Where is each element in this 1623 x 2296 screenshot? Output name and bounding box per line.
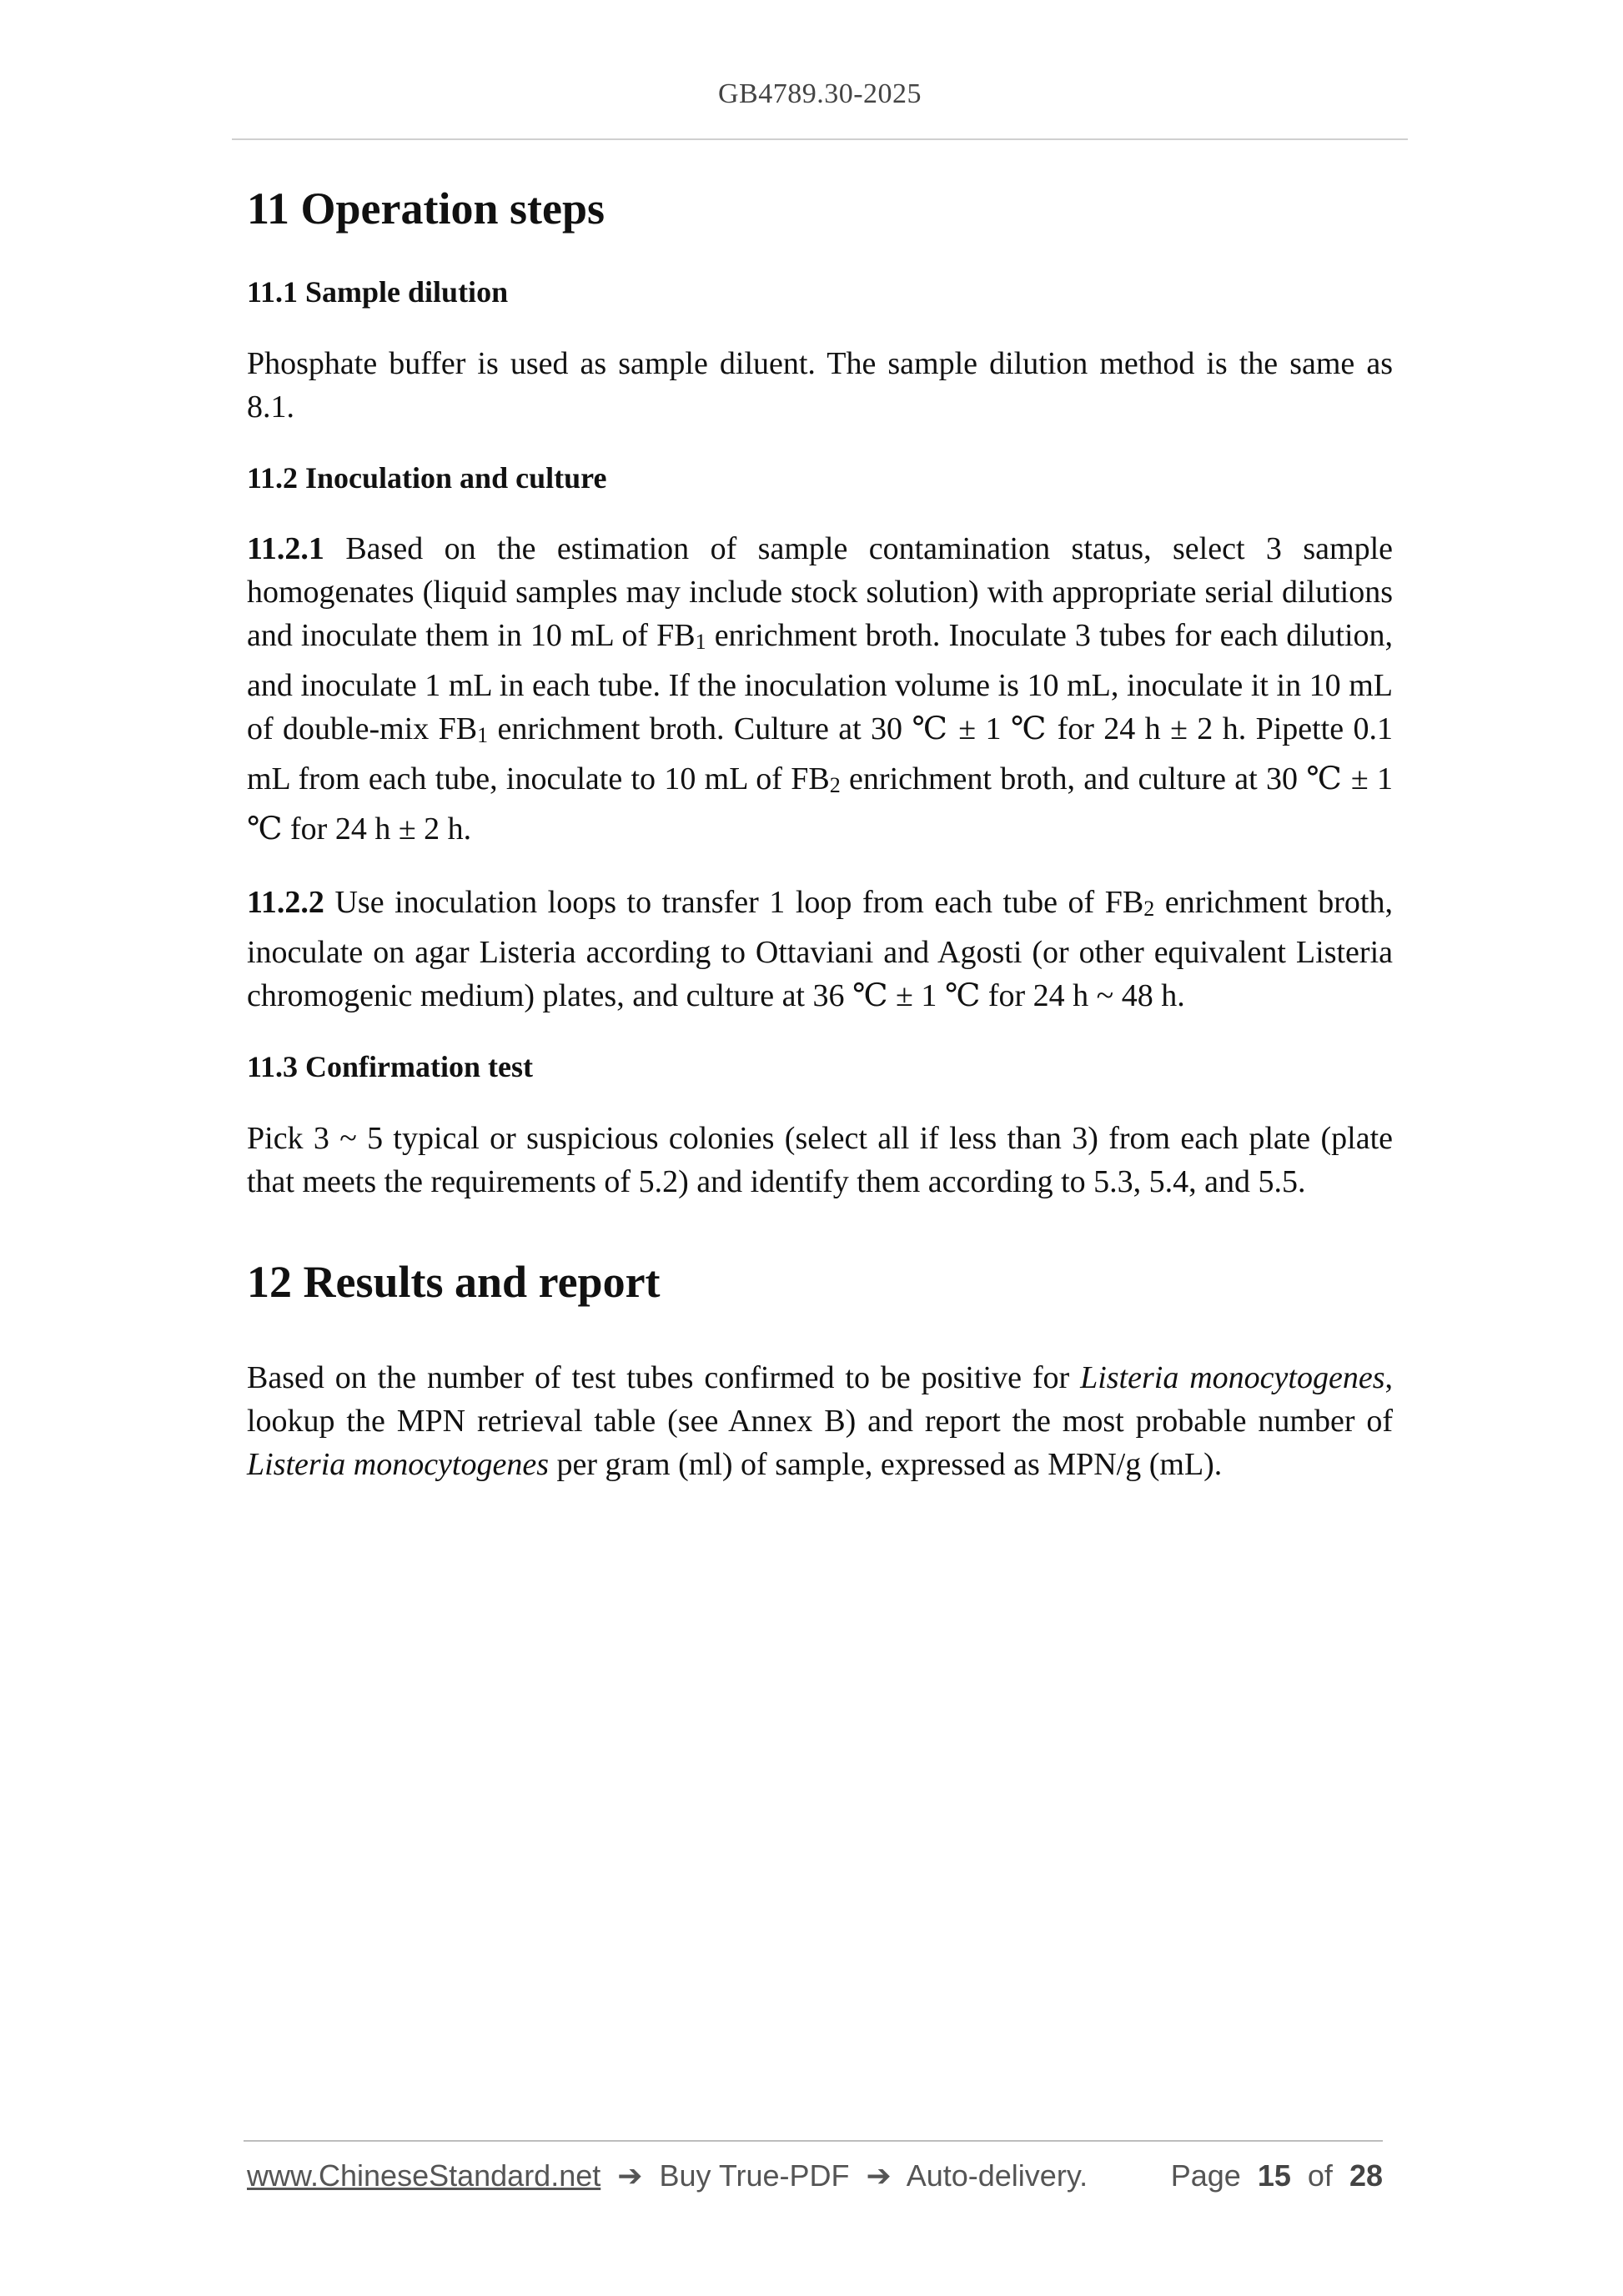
right-arrow-icon: ➔ — [617, 2158, 643, 2193]
paragraph-text: Based on the number of test tubes confirmed to be positive for — [247, 1359, 1081, 1395]
section-12-title: 12 Results and report — [247, 1257, 661, 1308]
clause-text: Based on the estimation of sample contamination status, select 3 sample homogenates (liquid samples may include stock solution) with appropriate serial dilutions and inoculate them in 10 mL of FB — [247, 531, 1393, 654]
subscript: 2 — [1143, 897, 1155, 922]
subscript: 2 — [829, 773, 841, 798]
subscript: 1 — [695, 630, 706, 655]
auto-delivery-text: Auto-delivery. — [906, 2158, 1088, 2193]
clause-text: enrichment broth, and culture at 30 ℃ ± 1 ℃ for 24 h ± 2 h. — [247, 761, 1394, 847]
clause-number: 11.2.2 — [247, 885, 324, 921]
website-link[interactable]: www.ChineseStandard.net — [247, 2158, 601, 2193]
section-11-2-heading: 11.2 Inoculation and culture — [247, 460, 607, 495]
buy-pdf-text: Buy True-PDF — [659, 2158, 850, 2193]
of-label: of — [1307, 2158, 1333, 2193]
section-11-3-text: Pick 3 ~ 5 typical or suspicious colonies (select all if less than 3) from each plate (plate that meets the requirements of 5.2) and identify them according to 5.3, 5.4, and 5.5. — [247, 1121, 1393, 1200]
section-12-text — [247, 1356, 1393, 1486]
clause-text: enrichment broth, inoculate on agar Listeria according to Ottaviani and Agosti (or other equivalent Listeria chromogenic medium) plates, and culture at 36 ℃ ± 1 ℃ for 24 h ~ 48 h. — [247, 885, 1393, 1014]
document-code-header: GB4789.30-2025 — [717, 78, 922, 109]
species-name: Listeria monocytogenes — [247, 1446, 550, 1482]
section-11-1-heading: 11.1 Sample dilution — [247, 274, 509, 309]
clause-text: enrichment broth. Inoculate 3 tubes for each dilution, and inoculate 1 mL in each tube. If the inoculation volume is 10 mL, inoculate it in 10 mL of double-mix FB — [247, 618, 1393, 747]
right-arrow-icon: ➔ — [866, 2158, 892, 2193]
clause-11-2-1 — [247, 527, 1393, 851]
total-page-count: 28 — [1349, 2158, 1383, 2193]
header-divider — [232, 138, 1408, 140]
clause-text: enrichment broth. Culture at 30 ℃ ± 1 ℃ for 24 h ± 2 h. Pipette 0.1 mL from each tube, inoculate to 10 mL of FB — [247, 711, 1393, 797]
page-content — [247, 182, 1393, 1516]
species-name: Listeria monocytogenes — [1080, 1359, 1385, 1395]
section-11-1-text: Phosphate buffer is used as sample diluent. The sample dilution method is the same as 8.1. — [247, 345, 1393, 425]
paragraph-text: , lookup the MPN retrieval table (see Annex B) and report the most probable number of — [247, 1359, 1393, 1439]
paragraph-text: per gram (ml) of sample, expressed as MPN/g (mL). — [549, 1446, 1223, 1482]
section-11-3-heading: 11.3 Confirmation test — [247, 1050, 533, 1084]
footer-divider — [244, 2140, 1383, 2142]
subscript: 1 — [477, 723, 489, 748]
clause-11-2-2 — [247, 881, 1393, 1017]
section-11-title: 11 Operation steps — [247, 183, 605, 234]
footer-promo — [247, 2158, 1088, 2193]
clause-text: Use inoculation loops to transfer 1 loop from each tube of FB — [324, 885, 1144, 921]
current-page-number: 15 — [1257, 2158, 1291, 2193]
page-label: Page — [1170, 2158, 1241, 2193]
page-indicator — [1171, 2158, 1383, 2193]
clause-number: 11.2.1 — [247, 531, 324, 567]
